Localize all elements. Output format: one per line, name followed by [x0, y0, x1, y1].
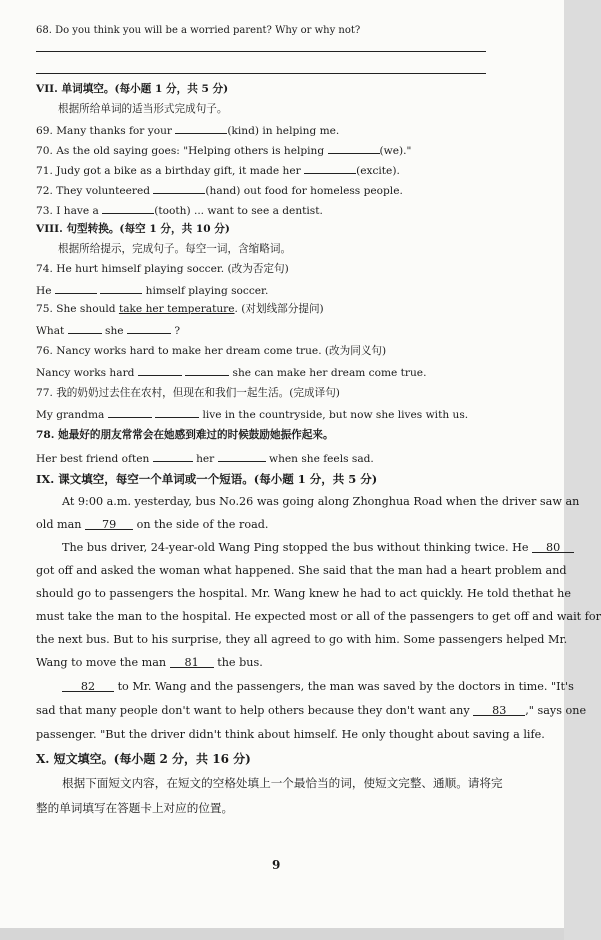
- question-68: 68. Do you think you will be a worried parent? Why or why not?: [36, 25, 361, 36]
- passage-line: [62, 541, 574, 555]
- q76-post: she can make her dream come true.: [232, 367, 427, 379]
- q75-blank-2[interactable]: [127, 322, 171, 334]
- q69-text-b: (kind) in helping me.: [227, 125, 340, 137]
- q70-text-a: 70. As the old saying goes: "Helping others is helping: [36, 145, 325, 157]
- q73-text-a: 73. I have a: [36, 205, 99, 217]
- q75-post: . (对划线部分提问): [234, 303, 324, 315]
- q78-post: when she feels sad.: [269, 453, 374, 465]
- passage-line: got off and asked the woman what happened. She said that the man had a heart problem and: [36, 564, 567, 577]
- question-76-answer: [36, 364, 426, 380]
- q73-blank[interactable]: [102, 202, 154, 214]
- q75-underlined: take her temperature: [118, 303, 235, 315]
- question-71: [36, 162, 400, 178]
- q72-text-a: 72. They volunteered: [36, 185, 151, 197]
- answer-line: [36, 51, 486, 52]
- q77-post: live in the countryside, but now she lives with us.: [202, 409, 469, 421]
- q75-she: she: [105, 325, 124, 337]
- q71-text-a: 71. Judy got a bike as a birthday gift, it made her: [36, 165, 301, 177]
- q77-pre: My grandma: [36, 409, 105, 421]
- q77-blank-2[interactable]: [155, 406, 199, 418]
- question-69: [36, 122, 339, 138]
- passage-line: [36, 656, 263, 670]
- section-8-instructions: 根据所给提示，完成句子。每空一词，含缩略词。: [58, 243, 292, 255]
- passage-line: passenger. "But the driver didn't think about himself. He only thought about saving a life.: [36, 728, 545, 741]
- passage-line: must take the man to the hospital. He expected most or all of the passengers to get off and wait for: [36, 610, 601, 623]
- q74-he: He: [36, 285, 52, 297]
- section-10-title: X. 短文填空。(每小题 2 分，共 16 分): [36, 752, 251, 766]
- q74-blank-1[interactable]: [55, 282, 97, 294]
- passage-text: on the side of the road.: [136, 518, 269, 531]
- q76-blank-1[interactable]: [138, 364, 182, 376]
- q70-blank[interactable]: [328, 142, 380, 154]
- q70-text-b: (we).": [379, 145, 412, 157]
- blank-number: 79: [101, 518, 117, 531]
- passage-line: [36, 704, 586, 718]
- question-74: 74. He hurt himself playing soccer. (改为否定句): [36, 263, 289, 275]
- blank-number: 80: [545, 541, 561, 554]
- question-70: [36, 142, 411, 158]
- passage-text: ," says one: [525, 704, 587, 717]
- blank-number: 81: [184, 656, 199, 669]
- q78-pre: Her best friend often: [36, 453, 150, 465]
- q71-blank[interactable]: [304, 162, 356, 174]
- blank-79[interactable]: [85, 518, 133, 530]
- question-78: 78. 她最好的朋友常常会在她感到难过的时候鼓励她振作起来。: [36, 429, 334, 441]
- q72-text-b: (hand) out food for homeless people.: [205, 185, 403, 197]
- section-7-title: VII. 单词填空。(每小题 1 分，共 5 分): [36, 83, 229, 95]
- question-72: [36, 182, 403, 198]
- question-73: [36, 202, 323, 218]
- question-74-answer: [36, 282, 268, 298]
- blank-83[interactable]: [473, 704, 525, 716]
- passage-text: to Mr. Wang and the passengers, the man was saved by the doctors in time. "It's: [117, 680, 574, 693]
- q77-blank-1[interactable]: [108, 406, 152, 418]
- blank-number: 82: [80, 680, 96, 693]
- question-75-answer: [36, 322, 180, 338]
- section-9-title: IX. 课文填空，每空一个单词或一个短语。(每小题 1 分，共 5 分): [36, 472, 378, 486]
- section-8-title: VIII. 句型转换。(每空 1 分，共 10 分): [36, 223, 230, 235]
- q78-blank-2[interactable]: [218, 450, 266, 462]
- q69-text-a: 69. Many thanks for your: [36, 125, 172, 137]
- section-10-instructions: 根据下面短文内容，在短文的空格处填上一个最恰当的词，使短文完整、通顺。请将完: [62, 776, 503, 790]
- q74-rest: himself playing soccer.: [145, 285, 269, 297]
- q71-text-b: (excite).: [356, 165, 400, 177]
- q73-text-b: (tooth) ... want to see a dentist.: [154, 205, 323, 217]
- q78-mid: her: [196, 453, 215, 465]
- passage-line: the next bus. But to his surprise, they all agreed to go with him. Some passengers helped Mr.: [36, 633, 568, 646]
- passage-line: At 9:00 a.m. yesterday, bus No.26 was going along Zhonghua Road when the driver saw an: [62, 495, 580, 508]
- section-10-instructions: 整的单词填写在答题卡上对应的位置。: [36, 801, 234, 815]
- q74-blank-2[interactable]: [100, 282, 142, 294]
- section-7-instructions: 根据所给单词的适当形式完成句子。: [58, 103, 228, 115]
- passage-text: The bus driver, 24-year-old Wang Ping stopped the bus without thinking twice. He: [62, 541, 529, 554]
- question-77: 77. 我的奶奶过去住在农村，但现在和我们一起生活。(完成译句): [36, 387, 340, 399]
- q72-blank[interactable]: [153, 182, 205, 194]
- blank-81[interactable]: [170, 656, 214, 668]
- question-77-answer: [36, 406, 468, 422]
- scan-border: [0, 928, 564, 940]
- q75-pre: 75. She should: [36, 303, 119, 315]
- question-78-answer: [36, 450, 374, 466]
- q78-blank-1[interactable]: [153, 450, 193, 462]
- passage-line: should go to passengers the hospital. Mr. Wang knew he had to act quickly. He told thethat he: [36, 587, 571, 600]
- blank-82[interactable]: [62, 680, 114, 692]
- q75-qmark: ?: [174, 325, 181, 337]
- q75-blank-1[interactable]: [68, 322, 102, 334]
- blank-number: 83: [492, 704, 507, 717]
- blank-80[interactable]: [532, 541, 574, 553]
- passage-text: sad that many people don't want to help others because they don't want any: [36, 704, 470, 717]
- page-number: 9: [272, 858, 281, 872]
- question-76: 76. Nancy works hard to make her dream come true. (改为同义句): [36, 345, 387, 357]
- passage-text: Wang to move the man: [36, 656, 167, 669]
- passage-text: old man: [36, 518, 82, 531]
- passage-text: the bus.: [217, 656, 263, 669]
- question-75: [36, 302, 324, 316]
- q76-pre: Nancy works hard: [36, 367, 135, 379]
- q69-blank[interactable]: [175, 122, 227, 134]
- q76-blank-2[interactable]: [185, 364, 229, 376]
- answer-line: [36, 73, 486, 74]
- passage-line: [62, 680, 574, 694]
- passage-line: [36, 518, 268, 532]
- q75-what: What: [36, 325, 65, 337]
